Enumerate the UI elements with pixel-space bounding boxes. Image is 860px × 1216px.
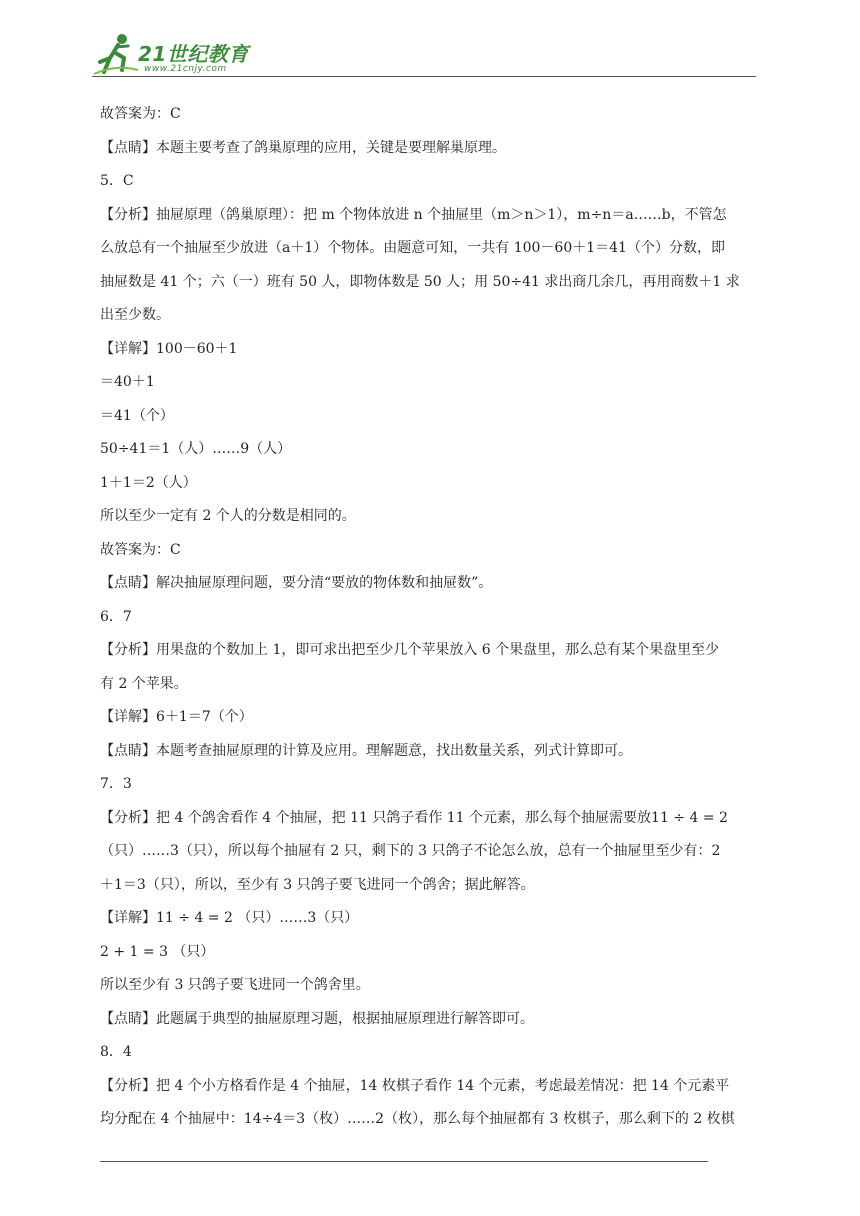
text-line: 【分析】把 4 个鸽舍看作 4 个抽屉，把 11 只鸽子看作 11 个元素，那么每个抽屉需要放11 ÷ 4 = 2 xyxy=(100,809,728,826)
text-line: 【点睛】解决抽屉原理问题，要分清“要放的物体数和抽屉数”。 xyxy=(100,575,493,591)
text-line: 故答案为：C xyxy=(100,541,181,558)
math-line: 2 + 1 = 3 （只） xyxy=(100,943,215,960)
text-line: 抽屉数是 41 个；六（一）班有 50 人，即物体数是 50 人；用 50÷41 求出商几余几，再用商数＋1 求 xyxy=(100,273,740,290)
question-number: 5．C xyxy=(100,173,134,189)
text-line: ＋1＝3（只），所以，至少有 3 只鸽子要飞进同一个鸽舍；据此解答。 xyxy=(100,876,535,893)
text-line: ＝40＋1 xyxy=(100,374,155,390)
text-line: 【分析】把 4 个小方格看作是 4 个抽屉，14 枚棋子看作 14 个元素，考虑最差情况：把 14 个元素平 xyxy=(100,1077,730,1094)
math-line: 【详解】11 ÷ 4 = 2 （只）……3（只） xyxy=(100,910,359,926)
text-line: 1＋1＝2（人） xyxy=(100,474,197,491)
text-line: 【点睛】此题属于典型的抽屉原理习题，根据抽屉原理进行解答即可。 xyxy=(100,1010,534,1027)
text-line: 所以至少有 3 只鸽子要飞进同一个鸽舍里。 xyxy=(100,977,370,993)
question-number: 7．3 xyxy=(100,776,132,792)
text-line: 故答案为：C xyxy=(100,106,181,122)
text-line: 有 2 个苹果。 xyxy=(100,675,188,692)
question-number: 8．4 xyxy=(100,1044,132,1060)
page-header xyxy=(92,30,756,78)
text-line: 【分析】用果盘的个数加上 1，即可求出把至少几个苹果放入 6 个果盘里，那么总有某个果盘里至少 xyxy=(100,642,720,658)
answer-content xyxy=(100,104,762,1129)
logo-main-text: 21世纪教育 xyxy=(138,42,249,66)
text-line: 50÷41＝1（人）……9（人） xyxy=(100,441,292,457)
text-line: 【点睛】本题主要考查了鸽巢原理的应用，关键是要理解巢原理。 xyxy=(100,139,506,156)
question-number: 6．7 xyxy=(100,608,132,625)
text-line: 所以至少一定有 2 个人的分数是相同的。 xyxy=(100,508,356,524)
text-line: 【点睛】本题考查抽屉原理的计算及应用。理解题意，找出数量关系，列式计算即可。 xyxy=(100,742,632,759)
text-line: 出至少数。 xyxy=(100,307,170,323)
text-line: 【分析】抽屉原理（鸽巢原理）：把 m 个物体放进 n 个抽屉里（m＞n＞1），m÷n＝a……b，不管怎 xyxy=(100,206,727,223)
text-line: （只）……3（只），所以每个抽屉有 2 只，剩下的 3 只鸽子不论怎么放，总有一个抽屉里至少有：2 xyxy=(100,843,721,859)
text-line: 么放总有一个抽屉至少放进（a＋1）个物体。由题意可知，一共有 100－60＋1＝41（个）分数，即 xyxy=(100,240,725,256)
text-line: 【详解】6＋1＝7（个） xyxy=(100,709,253,725)
header-rule xyxy=(92,76,756,77)
logo-url-text: www.21cnjy.com xyxy=(144,64,227,74)
site-logo xyxy=(92,30,272,76)
text-line: 【详解】100－60＋1 xyxy=(100,340,238,357)
text-line: 均分配在 4 个抽屉中：14÷4＝3（枚）……2（枚），那么每个抽屉都有 3 枚棋子，那么剩下的 2 枚棋 xyxy=(100,1111,735,1127)
runner-logo-icon xyxy=(92,30,140,76)
footer-rule xyxy=(100,1161,708,1162)
text-line: ＝41（个） xyxy=(100,407,174,424)
